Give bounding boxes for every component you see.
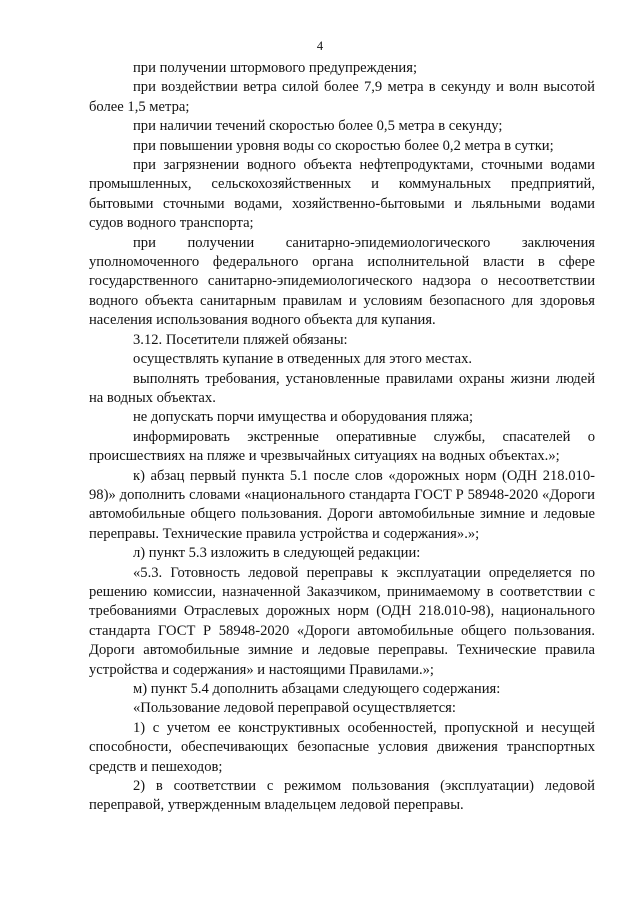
paragraph: м) пункт 5.4 дополнить абзацами следующего содержания: [133,681,501,697]
paragraph: при загрязнении водного объекта нефтепродуктами, сточными водами промышленных, сельскохозяйственных и коммунальных предприятий, бытовыми сточными водами, хозяйственно-бытовыми и льяльными водами судов водного транспорта; [89,157,595,232]
paragraph: не допускать порчи имущества и оборудования пляжа; [133,409,474,426]
paragraph: «Пользование ледовой переправой осуществляется: [133,700,456,717]
paragraph: «5.3. Готовность ледовой переправы к эксплуатации определяется по решению комиссии, назначенной Заказчиком, принимаемому в соответствии с требованиями Отраслевых дорожных норм (ОДН 218.010-98), национального стандарта ГОСТ Р 58948-2020 «Дороги автомобильные общего пользования. Дороги автомобильные зимние и ледовые переправы. Технические правила устройства и содержания» и настоящими Правилами.»; [89,564,595,678]
paragraph: выполнять требования, установленные правилами охраны жизни людей на водных объектах. [89,370,595,406]
paragraph: 1) с учетом ее конструктивных особенностей, пропускной и несущей способности, обеспечивающих безопасные условия движения транспортных средств и пешеходов; [89,719,595,775]
section-heading: 3.12. Посетители пляжей обязаны: [133,331,348,348]
paragraph: при повышении уровня воды со скоростью более 0,2 метра в сутки; [133,137,554,154]
paragraph: осуществлять купание в отведенных для этого местах. [133,351,473,368]
paragraph: при воздействии ветра силой более 7,9 метра в секунду и волн высотой более 1,5 метра; [89,79,595,115]
paragraph: к) абзац первый пункта 5.1 после слов «дорожных норм (ОДН 218.010-98)» дополнить словами «национального стандарта ГОСТ Р 58948-2020 «Дороги автомобильные общего пользования. Дороги автомобильные зимние и ледовые переправы. Технические правила устройства и содержания».»; [89,467,595,542]
paragraph: при получении штормового предупреждения; [133,60,418,76]
paragraph: информировать экстренные оперативные службы, спасателей о происшествиях на пляже и чрезвычайных ситуациях на водных объектах.»; [89,428,595,465]
paragraph: при наличии течений скоростью более 0,5 метра в секунду; [133,118,503,135]
paragraph: л) пункт 5.3 изложить в следующей редакции: [133,545,421,562]
page-number: 4 [316,39,324,53]
body-text [89,59,595,816]
paragraph: 2) в соответствии с режимом пользования (эксплуатации) ледовой переправой, утвержденным владельцем ледовой переправы. [89,778,595,814]
paragraph: при получении санитарно-эпидемиологического заключения уполномоченного федерального органа исполнительной власти в сфере государственного санитарно-эпидемиологического надзора о несоответствии водного объекта санитарным правилам и условиям безопасного для здоровья населения использования водного объекта для купания. [89,234,595,329]
